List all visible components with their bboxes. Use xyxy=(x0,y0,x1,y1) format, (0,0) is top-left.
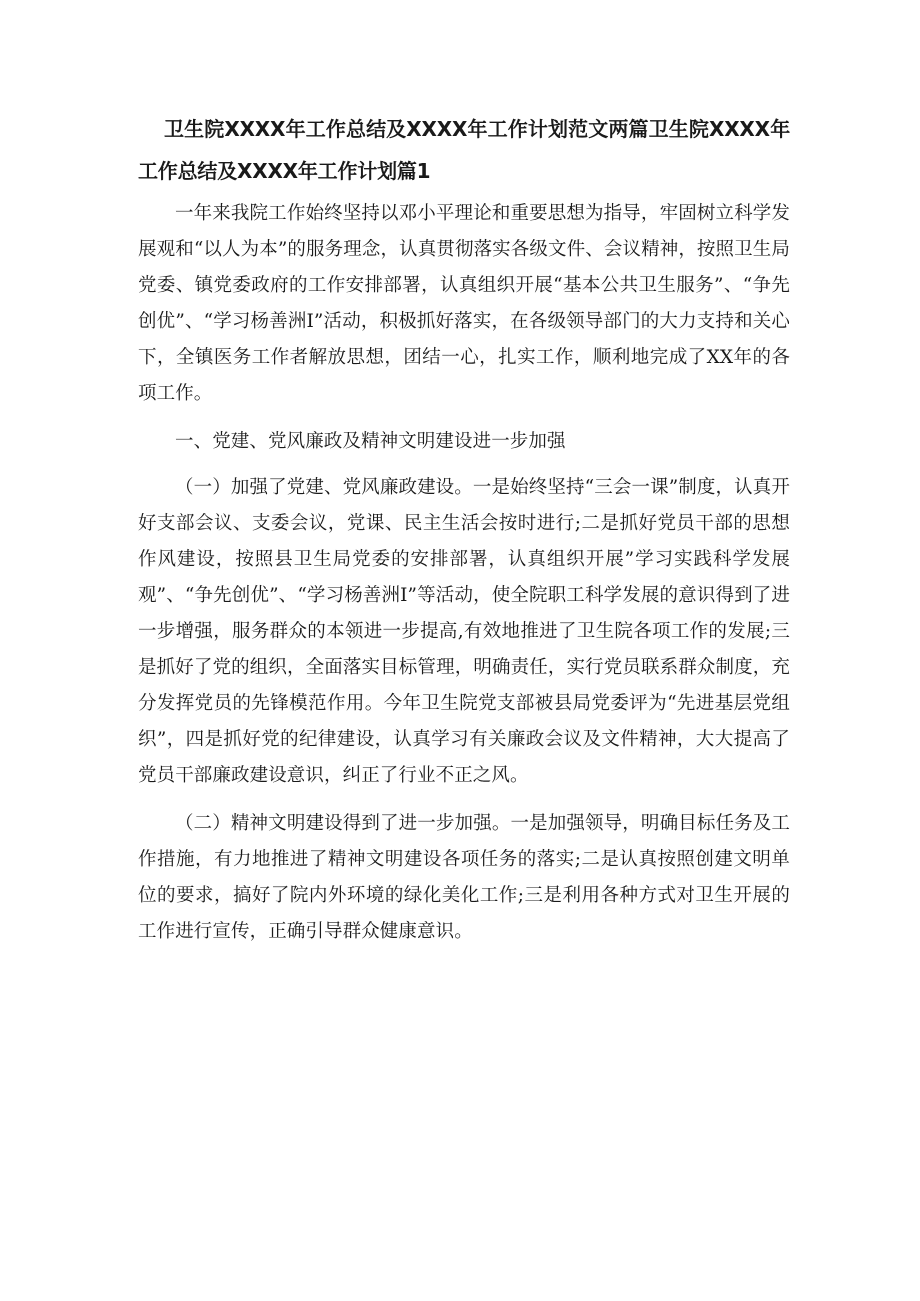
document-title: 卫生院XXXX年工作总结及XXXX年工作计划范文两篇卫生院XXXX年工作总结及XXXX年工作计划篇1 xyxy=(138,117,790,183)
section-heading-1: 一、党建、党风廉政及精神文明建设进一步加强 xyxy=(175,431,566,452)
paragraph-spiritual-civilization: （二）精神文明建设得到了进一步加强。一是加强领导，明确目标任务及工作措施，有力地推进了精神文明建设各项任务的落实;二是认真按照创建文明单位的要求，搞好了院内外环境的绿化美化工作;三是利用各种方式对卫生开展的工作进行宣传，正确引导群众健康意识。 xyxy=(138,813,790,942)
document-page xyxy=(138,108,790,950)
paragraph-party-building: （一）加强了党建、党风廉政建设。一是始终坚持“三会一课”制度，认真开好支部会议、支委会议，党课、民主生活会按时进行;二是抓好党员干部的思想作风建设，按照县卫生局党委的安排部署，认真组织开展”学习实践科学发展观”、“争先创优”、“学习杨善洲I”等活动，使全院职工科学发展的意识得到了进一步增强，服务群众的本领进一步提高,有效地推进了卫生院各项工作的发展;三是抓好了党的组织，全面落实目标管理，明确责任，实行党员联系群众制度，充分发挥党员的先锋模范作用。今年卫生院党支部被县局党委评为“先进基层党组织”，四是抓好党的纪律建设，认真学习有关廉政会议及文件精神，大大提高了党员干部廉政建设意识，纠正了行业不正之风。 xyxy=(138,477,790,786)
paragraph-intro: 一年来我院工作始终坚持以邓小平理论和重要思想为指导，牢固树立科学发展观和“以人为本”的服务理念，认真贯彻落实各级文件、会议精神，按照卫生局党委、镇党委政府的工作安排部署，认真组织开展“基本公共卫生服务”、“争先创优”、“学习杨善洲I”活动，积极抓好落实，在各级领导部门的大力支持和关心下，全镇医务工作者解放思想，团结一心，扎实工作，顺利地完成了XX年的各项工作。 xyxy=(138,203,790,404)
